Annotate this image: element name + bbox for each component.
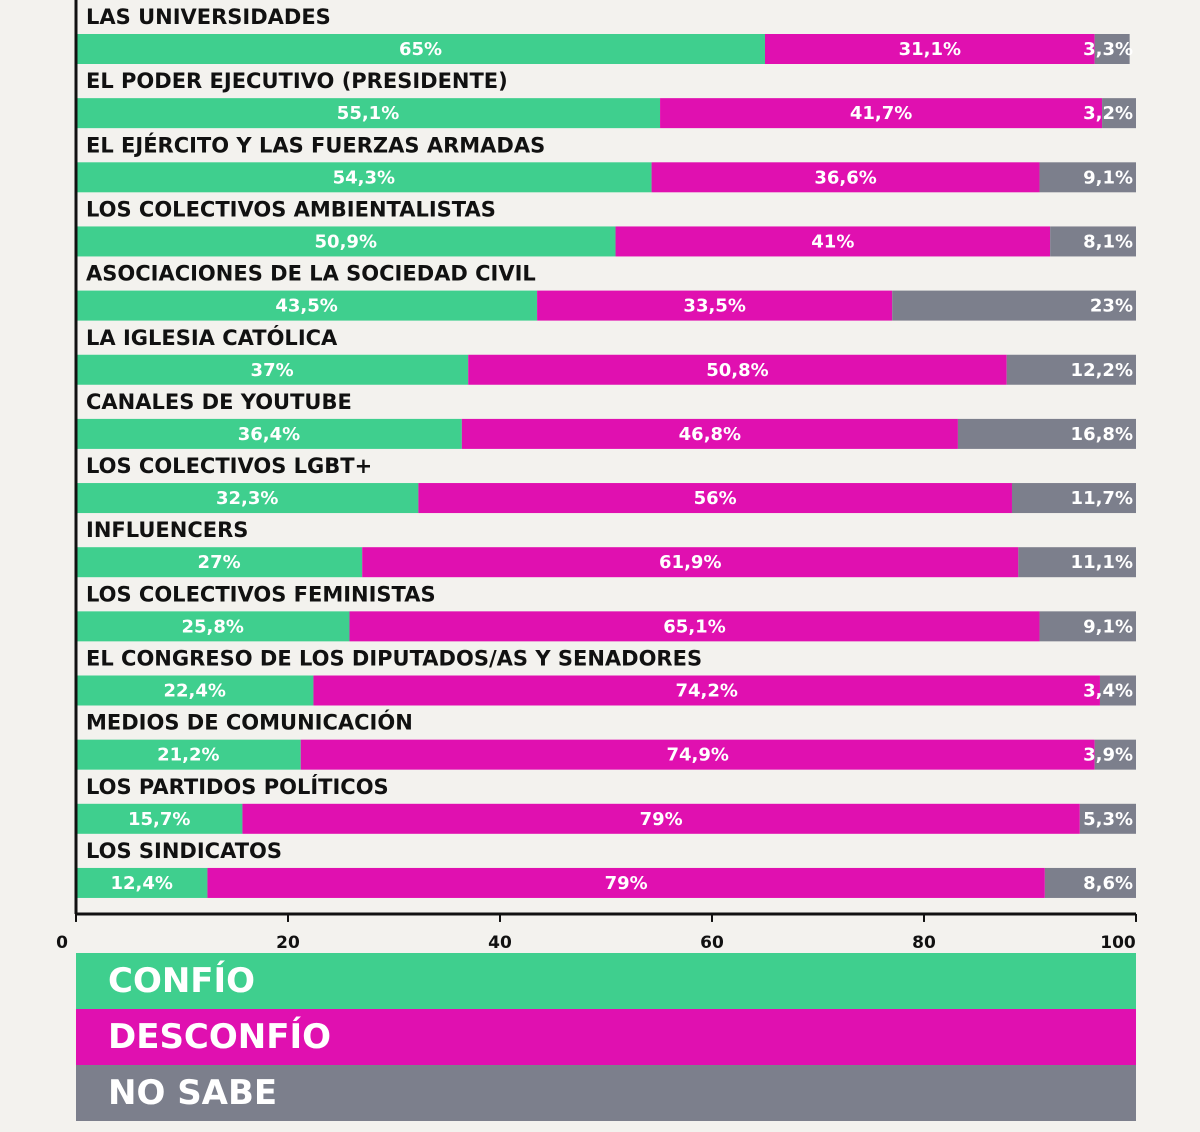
data-label: 9,1%	[1083, 616, 1133, 638]
data-label: 65,1%	[663, 616, 726, 638]
x-tick-label: 80	[912, 932, 936, 950]
data-label: 12,2%	[1070, 359, 1133, 381]
data-label: 15,7%	[127, 808, 191, 830]
data-label: 46,8%	[678, 423, 742, 445]
data-label: 5,3%	[1083, 808, 1133, 830]
category-label: LOS COLECTIVOS AMBIENTALISTAS	[86, 197, 496, 222]
category-label: LAS UNIVERSIDADES	[86, 5, 331, 29]
legend-label-desconfio: DESCONFÍO	[108, 1017, 332, 1057]
category-label: EL PODER EJECUTIVO (PRESIDENTE)	[86, 69, 508, 94]
data-label: 8,1%	[1083, 231, 1133, 253]
data-label: 25,8%	[181, 616, 244, 638]
data-label: 79%	[604, 872, 648, 894]
data-label: 3,2%	[1083, 103, 1133, 125]
data-label: 36,4%	[237, 423, 301, 445]
data-label: 27%	[197, 552, 241, 574]
data-label: 32,3%	[215, 488, 279, 510]
data-label: 74,9%	[666, 744, 729, 766]
data-label: 31,1%	[898, 39, 962, 60]
legend-item-desconfio	[76, 1009, 1136, 1065]
x-tick-label: 60	[700, 932, 724, 950]
category-label: LOS COLECTIVOS LGBT+	[86, 454, 373, 479]
data-label: 79%	[639, 808, 683, 830]
category-label: EL EJÉRCITO Y LAS FUERZAS ARMADAS	[86, 133, 546, 158]
category-label: MEDIOS DE COMUNICACIÓN	[86, 710, 413, 735]
category-label: LA IGLESIA CATÓLICA	[86, 325, 338, 350]
data-label: 11,1%	[1070, 552, 1133, 574]
data-label: 65%	[398, 39, 443, 60]
data-label: 22,4%	[163, 680, 226, 702]
category-label: LOS PARTIDOS POLÍTICOS	[86, 774, 389, 799]
x-tick-label: 40	[488, 932, 512, 950]
category-label: EL CONGRESO DE LOS DIPUTADOS/AS Y SENADORES	[86, 646, 703, 671]
data-label: 50,9%	[314, 231, 377, 253]
data-label: 33,5%	[683, 295, 746, 317]
data-label: 36,6%	[814, 167, 877, 189]
data-label: 55,1%	[336, 103, 400, 125]
data-label: 74,2%	[675, 680, 738, 702]
category-label: LOS SINDICATOS	[86, 838, 283, 863]
x-tick-label: 0	[56, 932, 68, 950]
data-label: 41,7%	[849, 103, 913, 125]
data-label: 16,8%	[1070, 423, 1133, 445]
data-label: 41%	[811, 231, 855, 253]
x-tick-label: 20	[276, 932, 300, 950]
legend-item-nosabe	[76, 1065, 1136, 1121]
legend-item-confio	[76, 953, 1136, 1009]
category-label: LOS COLECTIVOS FEMINISTAS	[86, 582, 436, 607]
data-label: 43,5%	[275, 295, 338, 317]
data-label: 23%	[1089, 295, 1133, 317]
data-label: 21,2%	[157, 744, 220, 766]
data-label: 56%	[693, 488, 737, 510]
data-label: 8,6%	[1083, 872, 1133, 894]
data-label: 3,3%	[1083, 39, 1133, 60]
category-label: INFLUENCERS	[86, 518, 249, 543]
data-label: 11,7%	[1070, 488, 1133, 510]
data-label: 9,1%	[1083, 167, 1133, 189]
data-label: 3,4%	[1083, 680, 1133, 702]
category-label: CANALES DE YOUTUBE	[86, 389, 352, 414]
legend	[76, 953, 1136, 1121]
data-label: 54,3%	[332, 167, 396, 189]
x-tick-label: 100	[1100, 932, 1136, 950]
data-label: 3,9%	[1083, 744, 1133, 766]
legend-label-nosabe: NO SABE	[108, 1073, 278, 1113]
data-label: 12,4%	[110, 872, 173, 894]
data-label: 50,8%	[706, 359, 769, 381]
data-label: 61,9%	[659, 552, 722, 574]
legend-label-confio: CONFÍO	[108, 961, 256, 1001]
data-label: 37%	[250, 359, 294, 381]
category-label: ASOCIACIONES DE LA SOCIEDAD CIVIL	[86, 261, 536, 286]
